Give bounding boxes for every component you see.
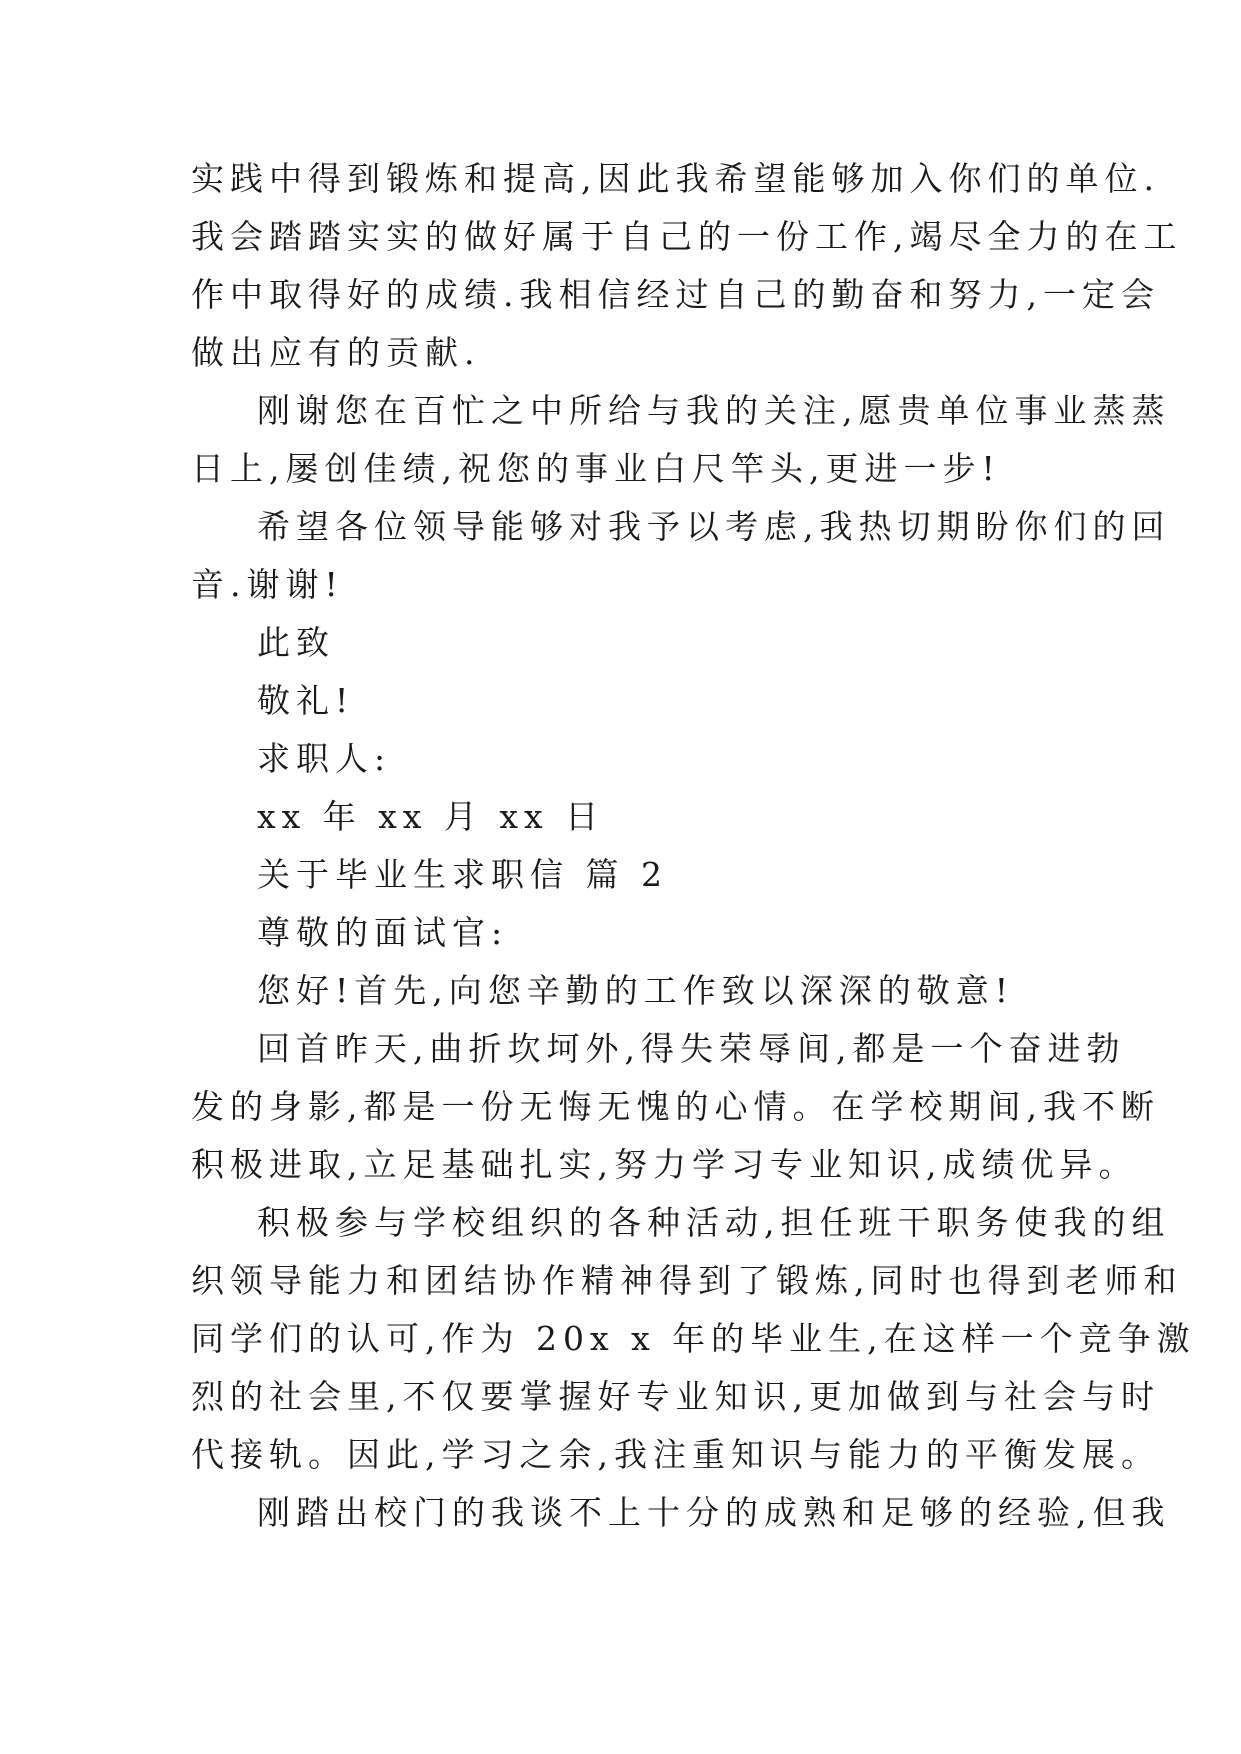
- text-line: 希望各位领导能够对我予以考虑,我热切期盼你们的回: [257, 507, 1171, 546]
- text-line: 织领导能力和团结协作精神得到了锻炼,同时也得到老师和: [191, 1261, 1183, 1300]
- text-line: 日上,屡创佳绩,祝您的事业白尺竿头,更进一步!: [191, 449, 1001, 488]
- text-line: 积极进取,立足基础扎实,努力学习专业知识,成绩优异。: [191, 1145, 1138, 1184]
- text-line: 作中取得好的成绩.我相信经过自己的勤奋和努力,一定会: [191, 275, 1160, 314]
- date-line: xx 年 xx 月 xx 日: [257, 797, 605, 836]
- text-line: 刚踏出校门的我谈不上十分的成熟和足够的经验,但我: [257, 1493, 1171, 1532]
- section-heading: 关于毕业生求职信 篇 2: [257, 855, 668, 894]
- closing-regards: 敬礼!: [257, 681, 355, 720]
- greeting: 尊敬的面试官:: [257, 913, 509, 952]
- letter-body: [191, 150, 1196, 1542]
- text-line: 音.谢谢!: [191, 565, 344, 604]
- text-line: 做出应有的贡献.: [191, 333, 481, 372]
- text-line: 我会踏踏实实的做好属于自己的一份工作,竭尽全力的在工: [191, 217, 1183, 256]
- text-line: 刚谢您在百忙之中所给与我的关注,愿贵单位事业蒸蒸: [257, 391, 1171, 430]
- text-line: 代接轨。因此,学习之余,我注重知识与能力的平衡发展。: [191, 1435, 1160, 1474]
- text-line: 实践中得到锻炼和提高,因此我希望能够加入你们的单位.: [191, 159, 1160, 198]
- text-line: 同学们的认可,作为 20x x 年的毕业生,在这样一个竞争激: [191, 1319, 1196, 1358]
- closing-salutation: 此致: [257, 623, 335, 662]
- applicant-signature: 求职人:: [257, 739, 392, 778]
- text-line: 回首昨天,曲折坎坷外,得失荣辱间,都是一个奋进勃: [257, 1029, 1126, 1068]
- text-line: 烈的社会里,不仅要掌握好专业知识,更加做到与社会与时: [191, 1377, 1160, 1416]
- text-line: 发的身影,都是一份无悔无愧的心情。在学校期间,我不断: [191, 1087, 1160, 1126]
- text-line: 积极参与学校组织的各种活动,担任班干职务使我的组: [257, 1203, 1171, 1242]
- text-line: 您好!首先,向您辛勤的工作致以深深的敬意!: [257, 971, 1015, 1010]
